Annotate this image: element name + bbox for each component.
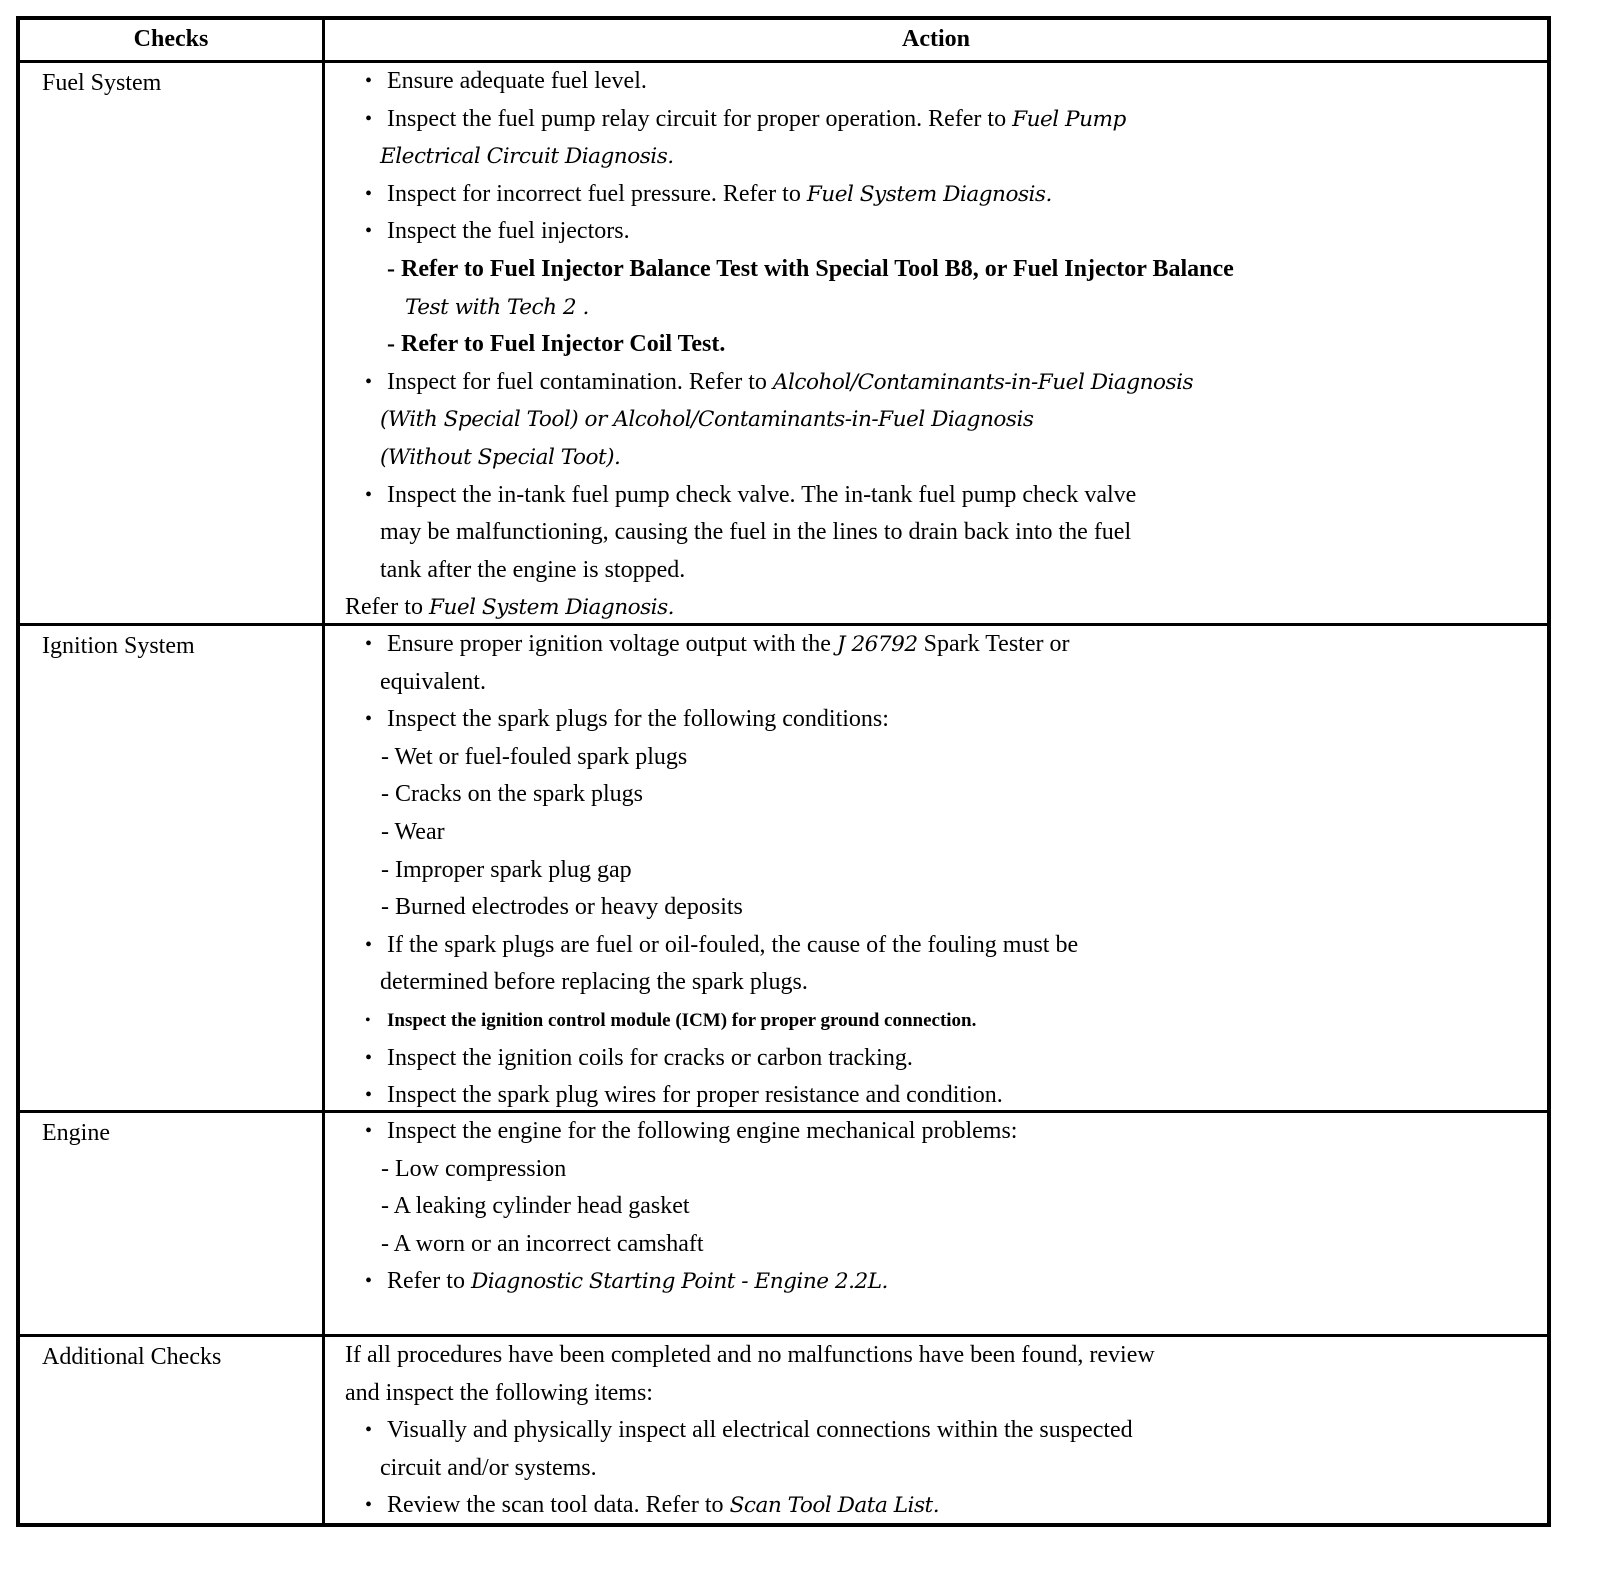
table-row [20,1110,1547,1334]
reference-link-text: (With Special Tool) or Alcohol/Contaminants-in-Fuel Diagnosis [380,407,1034,433]
action-line [325,1487,1547,1525]
text-segment: Inspect for fuel contamination. Refer to [387,368,773,395]
text-segment: Visually and physically inspect all electrical connections within the suspected [387,1417,1133,1444]
line-text [387,1487,939,1525]
line-text [387,701,889,739]
bullet-icon: • [365,1270,373,1293]
table-body [20,60,1547,1523]
text-segment: equivalent. [380,668,486,695]
action-line [325,1151,1547,1189]
text-segment: tank after the engine is stopped. [380,556,686,583]
line-text [405,289,589,327]
action-line [325,1002,1547,1040]
action-line [325,1113,1547,1151]
check-category: Additional Checks [20,1337,325,1523]
check-category: Fuel System [20,63,325,623]
text-segment: - Cracks on the spark plugs [381,781,643,808]
action-line [325,138,1547,176]
text-segment: If all procedures have been completed and no malfunctions have been found, review [345,1342,1155,1368]
text-segment: - Wet or fuel-fouled spark plugs [381,743,688,770]
line-text [380,401,1033,439]
bullet-icon: • [365,633,373,655]
text-segment: Inspect the engine for the following engine mechanical problems: [387,1118,1018,1144]
text-segment: - Improper spark plug gap [381,856,632,883]
text-segment: Inspect the fuel pump relay circuit for proper operation. Refer to [387,105,1013,132]
line-text [380,964,808,1002]
text-segment: - Refer to Fuel Injector Coil Test. [387,331,726,358]
action-line [325,701,1547,739]
action-line [325,776,1547,814]
line-text [380,1450,597,1488]
table-row [20,60,1547,623]
action-line [325,552,1547,590]
line-text [380,664,486,702]
action-line [325,401,1547,439]
action-line [325,664,1547,702]
action-line [325,439,1547,477]
action-line [325,326,1547,364]
line-text [381,1188,690,1226]
text-segment: Refer to [387,1268,471,1295]
text-segment: determined before replacing the spark plugs. [380,969,808,996]
line-text [387,1113,1017,1151]
line-text [387,1412,1133,1450]
header-action: Action [902,26,970,52]
bullet-icon: • [365,1120,373,1142]
text-segment: Inspect the spark plug wires for proper resistance and condition. [387,1082,1003,1109]
text-segment: - Wear [381,818,445,845]
line-text [381,1151,566,1189]
reference-link-text: Test with Tech 2 . [405,294,589,320]
text-segment: Inspect the in-tank fuel pump check valve. The in-tank fuel pump check valve [387,481,1137,508]
line-text [345,1337,1155,1375]
line-text [387,477,1136,515]
line-text [381,1226,704,1264]
text-segment: - Refer to Fuel Injector Balance Test with Special Tool B8, or Fuel Injector Balance [387,255,1234,282]
check-category: Ignition System [20,626,325,1110]
action-cell [325,626,1547,1110]
reference-link-text: Scan Tool Data List. [729,1493,940,1519]
text-segment: Review the scan tool data. Refer to [387,1492,730,1519]
reference-link-text: Fuel System Diagnosis. [806,181,1052,207]
bullet-icon: • [365,107,373,130]
action-line [325,1450,1547,1488]
action-line [325,589,1547,627]
action-line [325,889,1547,927]
text-segment: circuit and/or systems. [380,1454,597,1481]
action-line [325,364,1547,402]
line-text [387,1002,976,1040]
reference-link-text: (Without Special Toot). [380,444,621,470]
line-text [387,251,1234,289]
text-segment: Inspect the ignition control module (ICM) for proper ground connection. [387,1009,977,1031]
action-line [325,1077,1547,1115]
reference-link-text: J 26792 [836,632,918,657]
line-text [381,889,743,927]
line-text [387,176,1052,214]
header-checks: Checks [20,20,325,60]
text-segment: - Burned electrodes or heavy deposits [381,894,743,921]
line-text [380,514,1131,552]
bullet-icon: • [365,1419,373,1442]
bullet-icon: • [365,70,373,92]
bullet-icon: • [365,1084,373,1107]
action-line [325,1412,1547,1450]
bullet-icon: • [365,182,373,205]
bullet-icon: • [365,1046,373,1069]
text-segment: Inspect for incorrect fuel pressure. Refer to [387,180,807,207]
text-segment: - Low compression [381,1155,567,1182]
table-row [20,623,1547,1110]
line-text [380,552,685,590]
action-line [325,289,1547,327]
bullet-icon: • [365,1494,373,1517]
action-line [325,213,1547,251]
action-line [325,251,1547,289]
line-text [380,439,620,477]
reference-link-text: Alcohol/Contaminants-in-Fuel Diagnosis [772,369,1194,395]
reference-link-text: Diagnostic Starting Point - Engine 2.2L. [470,1269,888,1295]
text-segment: Inspect the ignition coils for cracks or carbon tracking. [387,1044,913,1071]
reference-link-text: Electrical Circuit Diagnosis. [380,144,674,170]
line-text [387,364,1193,402]
bullet-icon: • [365,370,373,393]
text-segment: Ensure adequate fuel level. [387,68,647,94]
line-text [387,1077,1003,1115]
line-text [381,814,445,852]
action-line [325,1040,1547,1078]
bullet-icon: • [365,933,373,956]
action-line [325,1188,1547,1226]
line-text [345,1375,653,1413]
bullet-icon: • [365,1011,371,1029]
action-line [325,477,1547,515]
text-segment: Ensure proper ignition voltage output with the [387,631,837,657]
line-text [387,626,1069,664]
check-category: Engine [20,1113,325,1334]
line-text [387,927,1078,965]
action-line [325,1337,1547,1375]
reference-link-text: Fuel Pump [1012,106,1126,132]
text-segment: Inspect the spark plugs for the following conditions: [387,706,889,733]
action-cell [325,1113,1547,1334]
action-line [325,739,1547,777]
line-text [387,213,630,251]
line-text [381,776,643,814]
bullet-icon: • [365,220,373,243]
text-segment: Inspect the fuel injectors. [387,218,630,245]
reference-link-text: Fuel System Diagnosis. [428,595,675,621]
action-line [325,814,1547,852]
action-line [325,176,1547,214]
line-text [345,589,674,627]
action-line [325,626,1547,664]
action-line [325,927,1547,965]
line-text [380,138,674,176]
diagnostic-checks-table [16,16,1551,1527]
text-segment: may be malfunctioning, causing the fuel in the lines to drain back into the fuel [380,519,1132,546]
action-line [325,1375,1547,1413]
table-row [20,1334,1547,1523]
action-line [325,852,1547,890]
line-text [387,326,725,364]
text-segment: - A leaking cylinder head gasket [381,1193,690,1220]
line-text [387,1040,913,1078]
line-text [381,852,632,890]
action-cell [325,1337,1547,1523]
action-line [325,514,1547,552]
action-line [325,964,1547,1002]
line-text [381,739,687,777]
text-segment: Refer to [345,594,429,621]
text-segment: Spark Tester or [917,631,1070,657]
bullet-icon: • [365,483,373,506]
text-segment: and inspect the following items: [345,1379,653,1406]
text-segment: - A worn or an incorrect camshaft [381,1230,704,1257]
action-line [325,1226,1547,1264]
action-line [325,1263,1547,1301]
line-text [387,63,647,101]
line-text [387,101,1126,139]
text-segment: If the spark plugs are fuel or oil-fouled, the cause of the fouling must be [387,931,1079,958]
bullet-icon: • [365,708,373,731]
table-header-row [20,20,1547,60]
action-cell [325,63,1547,623]
action-line [325,63,1547,101]
action-line [325,101,1547,139]
line-text [387,1263,888,1301]
